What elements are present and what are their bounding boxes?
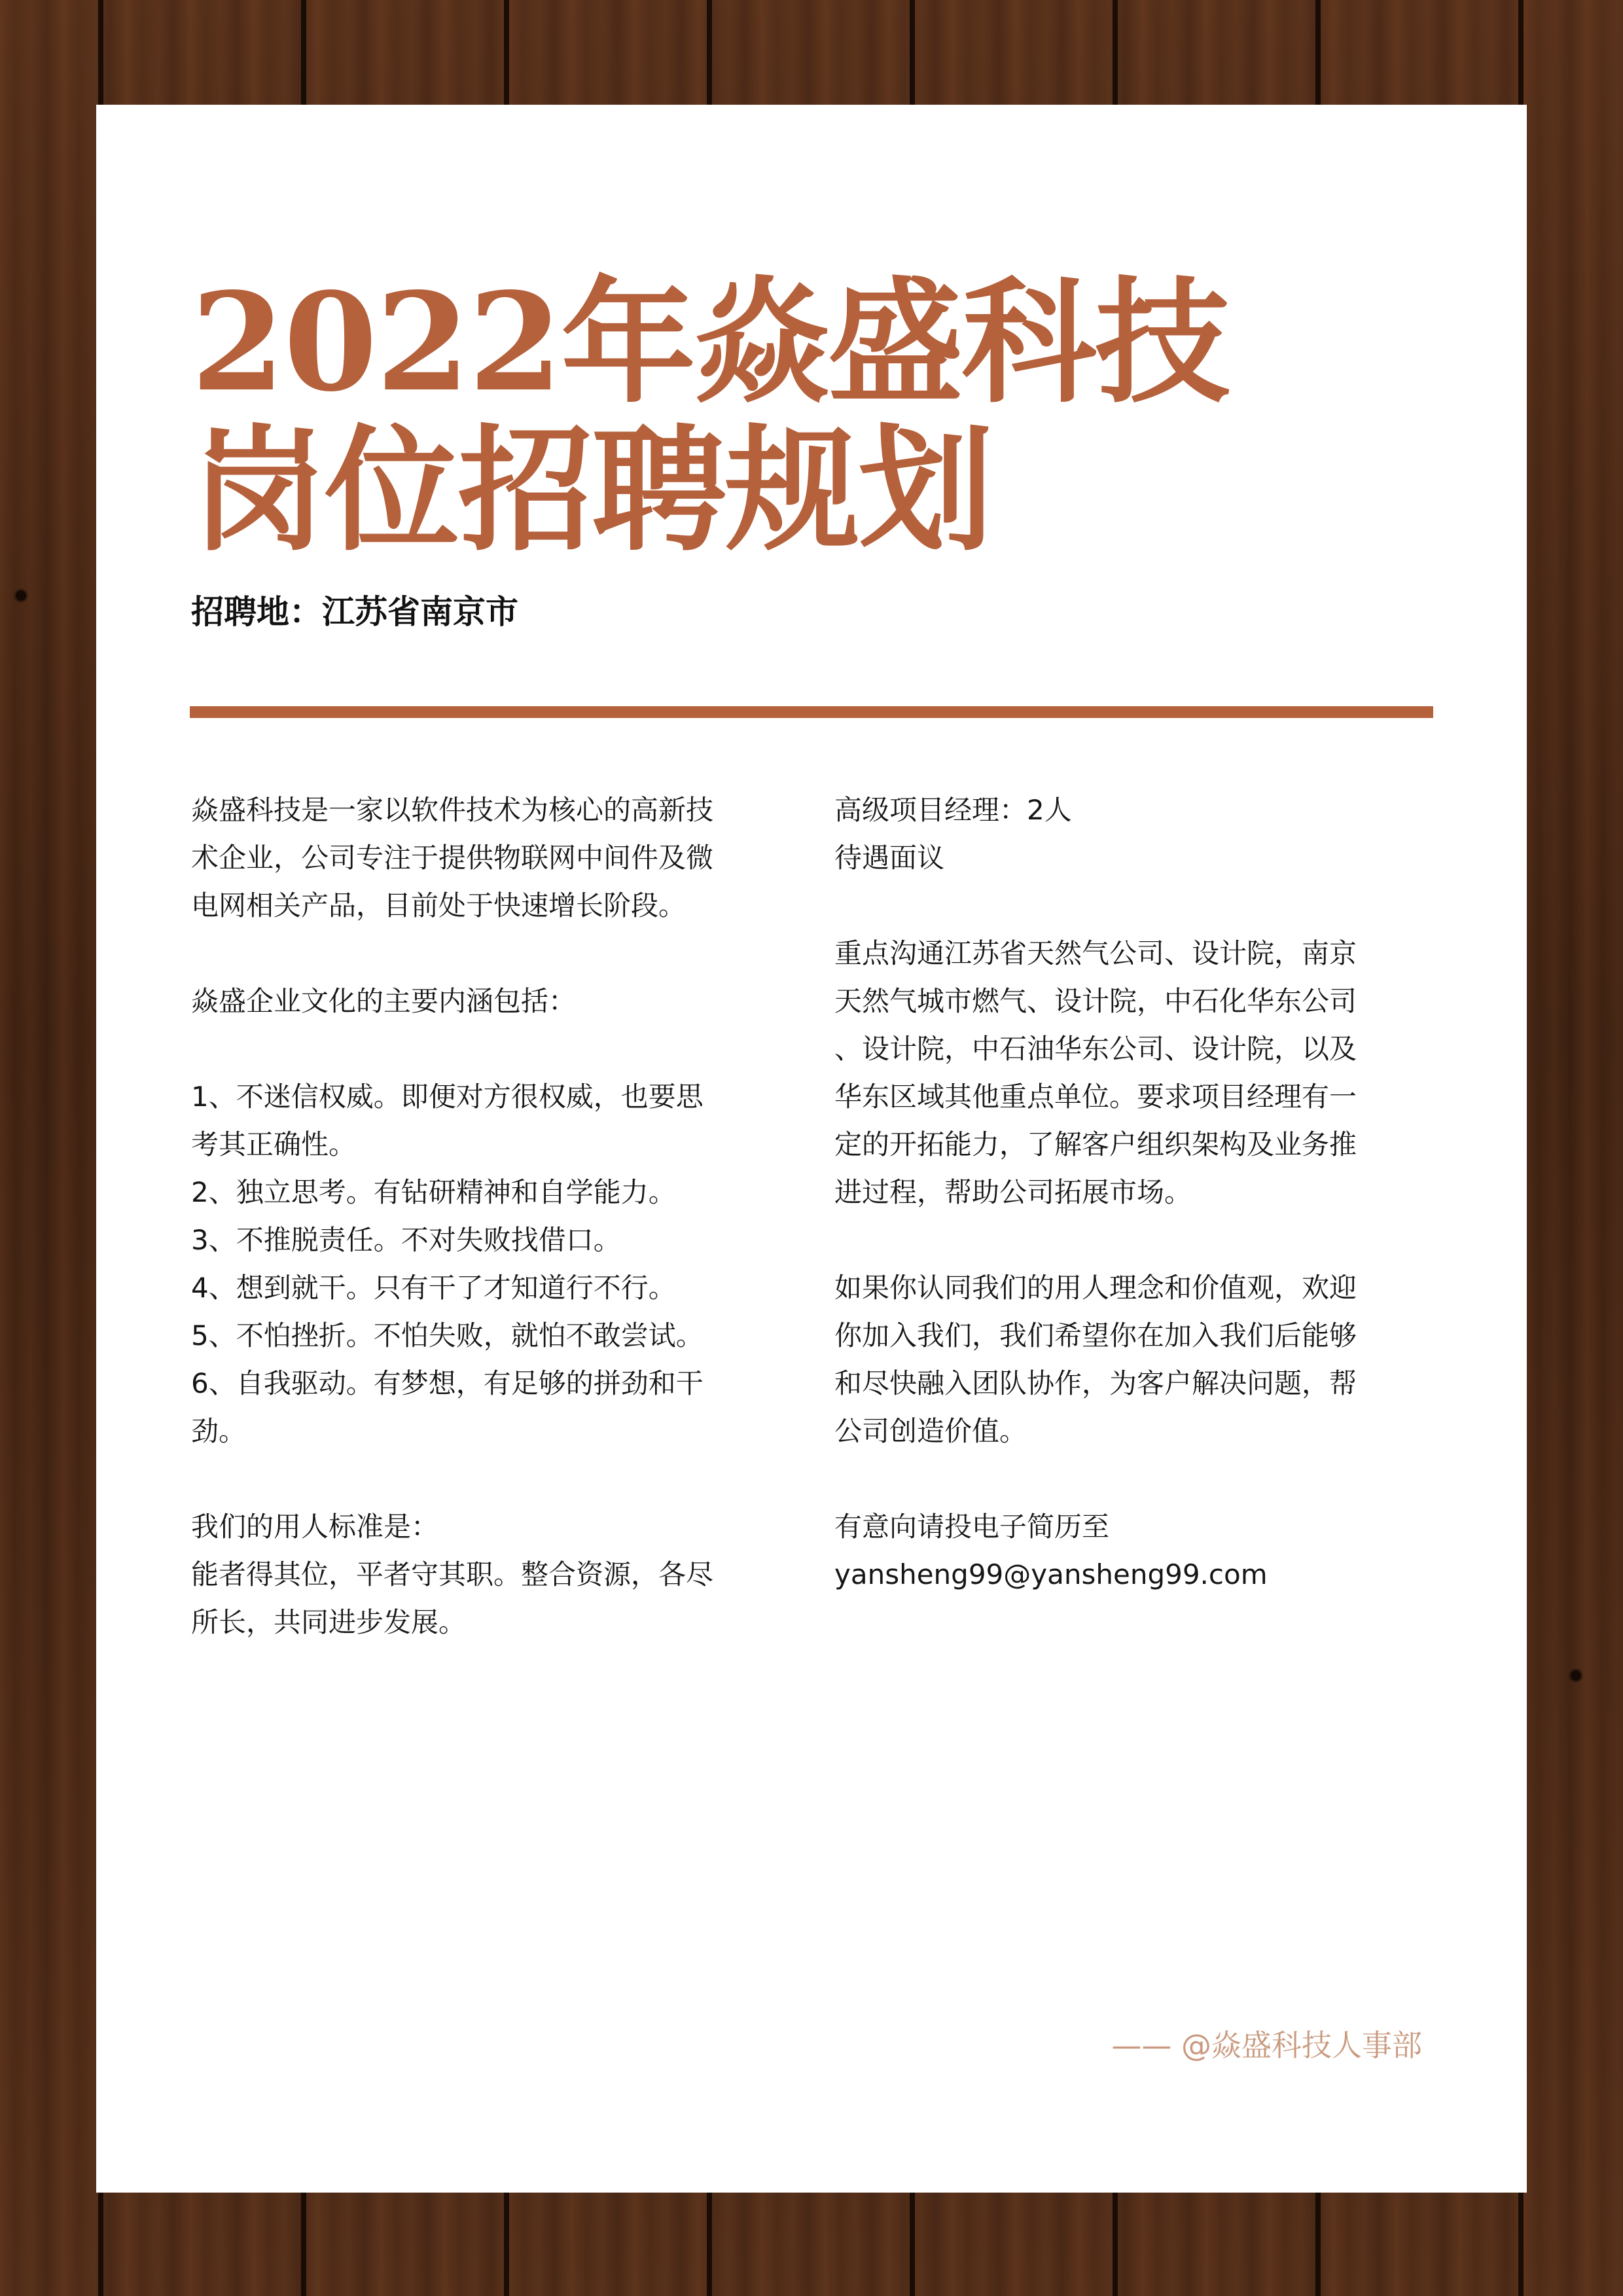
poster-title: [191, 263, 1229, 569]
salary-note: 待遇面议: [834, 842, 945, 874]
divider-rule: [190, 706, 1433, 718]
paragraph-gap: [191, 1455, 806, 1503]
culture-item: 3、不推脱责任。不对失败找借口。: [191, 1224, 621, 1256]
duty-line: 进过程，帮助公司拓展市场。: [834, 1176, 1192, 1208]
poster-title-line-2: 岗位招聘规划: [191, 411, 993, 569]
culture-item: 4、想到就干。只有干了才知道行不行。: [191, 1272, 676, 1304]
standard-heading: 我们的用人标准是：: [191, 1511, 439, 1543]
paragraph-gap: [834, 882, 1450, 929]
duty-line: 定的开拓能力，了解客户组织架构及业务推: [834, 1128, 1357, 1160]
culture-heading: 焱盛企业文化的主要内涵包括：: [191, 985, 577, 1017]
poster-paper: [96, 105, 1527, 2193]
wood-nail-right: [1571, 1670, 1581, 1681]
duty-line: 、设计院，中石油华东公司、设计院，以及: [834, 1033, 1357, 1065]
invite-line: 你加入我们，我们希望你在加入我们后能够: [834, 1319, 1357, 1352]
culture-item: 2、独立思考。有钻研精神和自学能力。: [191, 1176, 676, 1208]
duty-line: 重点沟通江苏省天然气公司、设计院，南京: [834, 937, 1357, 969]
recruitment-location: 招聘地：江苏省南京市: [191, 593, 518, 631]
culture-item: 考其正确性。: [191, 1128, 357, 1160]
hr-signature: —— @焱盛科技人事部: [1111, 2028, 1422, 2063]
culture-item: 5、不怕挫折。不怕失败，就怕不敢尝试。: [191, 1319, 704, 1352]
intro-line: 电网相关产品，目前处于快速增长阶段。: [191, 889, 687, 922]
wood-nail-left: [16, 590, 26, 601]
invite-line: 如果你认同我们的用人理念和价值观，欢迎: [834, 1272, 1357, 1304]
left-column: [191, 786, 806, 1646]
poster-title-line-1: 2022年焱盛科技: [191, 263, 1229, 422]
position-title: 高级项目经理：2人: [834, 794, 1072, 826]
paragraph-gap: [191, 1025, 806, 1073]
right-column: [834, 786, 1450, 1598]
paragraph-gap: [191, 929, 806, 977]
intro-line: 术企业，公司专注于提供物联网中间件及微: [191, 842, 714, 874]
duty-line: 华东区域其他重点单位。要求项目经理有一: [834, 1081, 1357, 1113]
standard-line: 所长，共同进步发展。: [191, 1606, 467, 1638]
culture-item: 劲。: [191, 1415, 247, 1447]
culture-item: 6、自我驱动。有梦想，有足够的拼劲和干: [191, 1367, 704, 1399]
standard-line: 能者得其位，平者守其职。整合资源，各尽: [191, 1558, 714, 1590]
paragraph-gap: [834, 1455, 1450, 1503]
duty-line: 天然气城市燃气、设计院，中石化华东公司: [834, 985, 1357, 1017]
culture-item: 1、不迷信权威。即便对方很权威，也要思: [191, 1081, 704, 1113]
contact-label: 有意向请投电子简历至: [834, 1511, 1110, 1543]
invite-line: 和尽快融入团队协作，为客户解决问题，帮: [834, 1367, 1357, 1399]
paragraph-gap: [834, 1216, 1450, 1264]
contact-email[interactable]: yansheng99@yansheng99.com: [834, 1558, 1268, 1590]
intro-line: 焱盛科技是一家以软件技术为核心的高新技: [191, 794, 714, 826]
invite-line: 公司创造价值。: [834, 1415, 1027, 1447]
